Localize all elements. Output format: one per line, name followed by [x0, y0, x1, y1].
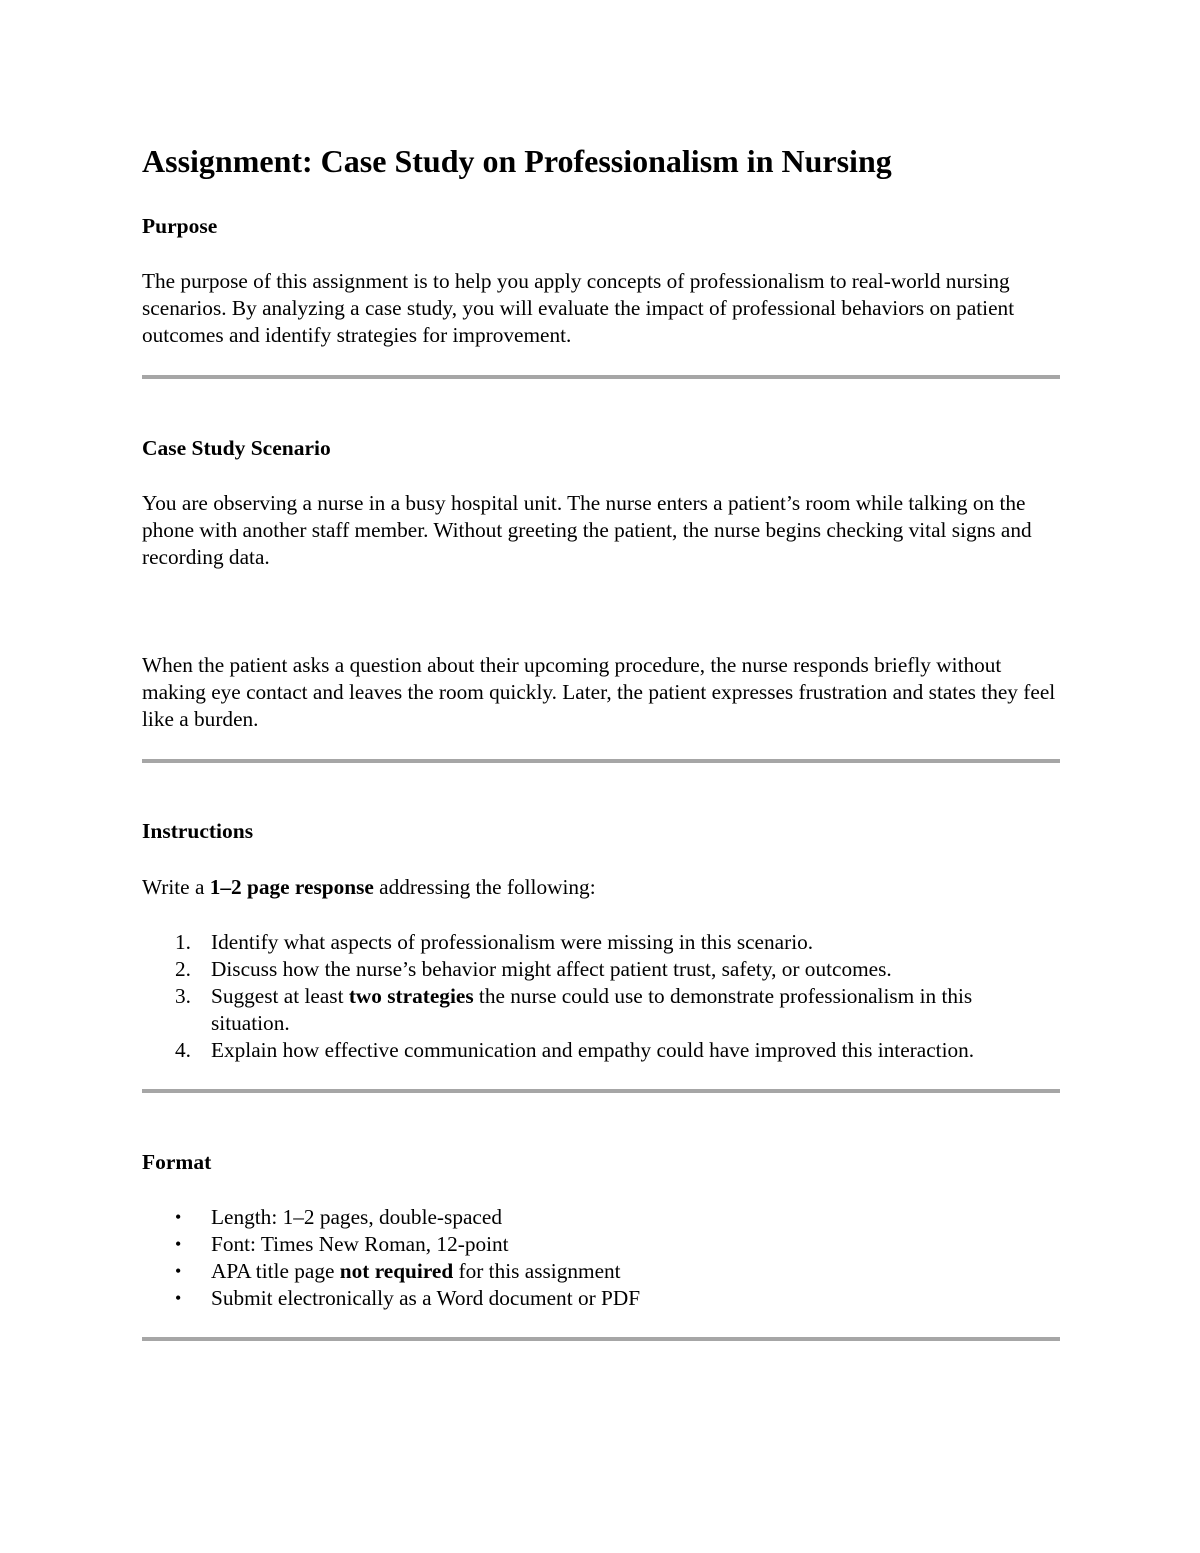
format-heading: Format: [142, 1150, 212, 1174]
format-bold-text: not required: [339, 1259, 454, 1283]
instructions-list: [142, 929, 1060, 1064]
format-item: [142, 1258, 1060, 1285]
format-text: Font: Times New Roman, 12-point: [211, 1232, 509, 1256]
instruction-number: 4.: [175, 1038, 191, 1062]
instructions-intro-text: addressing the following:: [373, 875, 596, 899]
instruction-text: Suggest at least: [211, 984, 349, 1008]
instruction-item: [142, 1037, 1060, 1064]
instruction-text: the nurse could use to demonstrate professionalism in this situation.: [211, 984, 973, 1035]
format-text: Length: 1–2 pages, double-spaced: [211, 1205, 502, 1229]
instruction-item: [142, 929, 1060, 956]
format-item: [142, 1204, 1060, 1231]
instructions-intro: [142, 874, 1060, 901]
format-text: Submit electronically as a Word document or PDF: [211, 1286, 641, 1310]
purpose-heading: Purpose: [142, 214, 218, 238]
bullet-icon: •: [175, 1261, 182, 1281]
bullet-icon: •: [175, 1207, 182, 1227]
format-item: [142, 1285, 1060, 1312]
instructions-intro-bold: 1–2 page response: [209, 875, 374, 899]
instruction-number: 3.: [175, 984, 191, 1008]
section-divider: [142, 375, 1060, 379]
format-item: [142, 1231, 1060, 1258]
scenario-paragraph-2: When the patient asks a question about their upcoming procedure, the nurse responds briefly without making eye contact and leaves the room quickly. Later, the patient expresses frustration and states they feel like a burden.: [142, 653, 1056, 731]
instruction-item: [142, 983, 1060, 1037]
purpose-paragraph: The purpose of this assignment is to help you apply concepts of professionalism to real-world nursing scenarios. By analyzing a case study, you will evaluate the impact of professional behaviors on patient outcomes and identify strategies for improvement.: [142, 269, 1015, 347]
section-divider: [142, 1089, 1060, 1093]
instructions-heading: Instructions: [142, 819, 254, 843]
section-divider: [142, 759, 1060, 763]
instructions-intro-text: Write a: [142, 875, 210, 899]
instruction-text: Explain how effective communication and empathy could have improved this interaction.: [211, 1038, 975, 1062]
bullet-icon: •: [175, 1234, 182, 1254]
format-list: [142, 1204, 1060, 1312]
section-divider: [142, 1337, 1060, 1341]
scenario-heading: Case Study Scenario: [142, 436, 331, 460]
instruction-number: 2.: [175, 957, 191, 981]
instruction-number: 1.: [175, 930, 191, 954]
instruction-text: Identify what aspects of professionalism were missing in this scenario.: [211, 930, 814, 954]
page-title: Assignment: Case Study on Professionalism in Nursing: [142, 143, 892, 179]
format-text: for this assignment: [453, 1259, 621, 1283]
bullet-icon: •: [175, 1288, 182, 1308]
format-text: APA title page: [211, 1259, 340, 1283]
instruction-bold-text: two strategies: [348, 984, 474, 1008]
scenario-paragraph-1: You are observing a nurse in a busy hospital unit. The nurse enters a patient’s room while talking on the phone with another staff member. Without greeting the patient, the nurse begins checking vital signs and recording data.: [142, 491, 1032, 569]
instruction-item: [142, 956, 1060, 983]
instruction-text: Discuss how the nurse’s behavior might affect patient trust, safety, or outcomes.: [211, 957, 892, 981]
